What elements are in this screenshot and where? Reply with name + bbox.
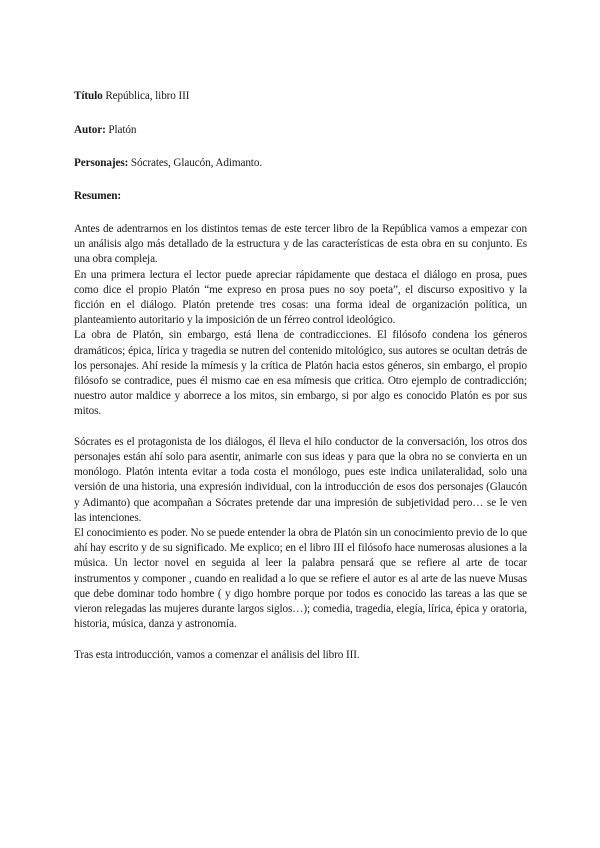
characters-line (74, 156, 262, 171)
author-value: Platón (105, 124, 137, 136)
paragraph-closing: Tras esta introducción, vamos a comenzar el análisis del libro III. (74, 648, 360, 661)
summary-label: Resumen: (74, 190, 122, 202)
paragraph-contradictions: La obra de Platón, sin embargo, está llena de contradicciones. El filósofo condena los géneros dramáticos; épica, lírica y tragedia se nutren del contenido mitológico, sus autores se ocultan detrás de los personajes. Ahí reside la mímesis y la crítica de Platón hacia estos géneros, sin embargo, el propio filósofo se contradice, pues él mismo cae en esa mímesis que critica. Otro ejemplo de contradicción; nuestro autor maldice y aborrece a los mitos, sin embargo, si por algo es conocido Platón es por sus mitos. (74, 329, 527, 418)
characters-value: Sócrates, Glaucón, Adimanto. (128, 157, 263, 169)
paragraph-intro: Antes de adentrarnos en los distintos temas de este tercer libro de la República vamos a empezar con un análisis algo más detallado de la estructura y de las características de esta obra en su conjunto. Es una obra compleja. (74, 223, 527, 266)
author-line (74, 123, 136, 138)
summary-heading (74, 189, 121, 204)
title-label: Título (74, 90, 103, 102)
title-value: República, libro III (102, 90, 190, 102)
summary-body (74, 222, 527, 663)
paragraph-socrates: Sócrates es el protagonista de los diálogos, él lleva el hilo conductor de la conversación, los otros dos personajes están ahí solo para asentir, animarle con sus ideas y para que la obra no se convierta en un monólogo. Platón intenta evitar a toda costa el monólogo, pues este indica unilateralidad, solo una versión de una historia, una expresión individual, con la introducción de esos dos personajes (Glaucón y Adimanto) que acompañan a Sócrates pretende dar una impresión de subjetividad pero… se le ven las intenciones. (74, 435, 527, 524)
paragraph-first-reading: En una primera lectura el lector puede apreciar rápidamente que destaca el diálogo en prosa, pues como dice el propio Platón “me expreso en prosa pues no soy poeta”, el discurso expositivo y la ficción en el diálogo. Platón pretende tres cosas: una forma ideal de organización política, un planteamiento autoritario y la imposición de un férreo control ideológico. (74, 268, 527, 327)
title-line (74, 89, 189, 104)
paragraph-knowledge: El conocimiento es poder. No se puede entender la obra de Platón sin un conocimiento previo de lo que ahí hay escrito y de su significado. Me explico; en el libro III el filósofo hace numerosas alusiones a la música. Un lector novel en seguida al leer la palabra pensará que se refiere al arte de tocar instrumentos y componer , cuando en realidad a lo que se refiere el autor es al arte de las nueve Musas que debe dominar todo hombre ( y digo hombre porque por todos es conocido las tareas a las que se vieron relegadas las mujeres durante largos siglos…); comedia, tragedia, elegía, lírica, épica y oratoria, historia, música, danza y astronomía. (74, 527, 527, 631)
author-label: Autor: (74, 124, 106, 136)
characters-label: Personajes: (74, 157, 129, 169)
